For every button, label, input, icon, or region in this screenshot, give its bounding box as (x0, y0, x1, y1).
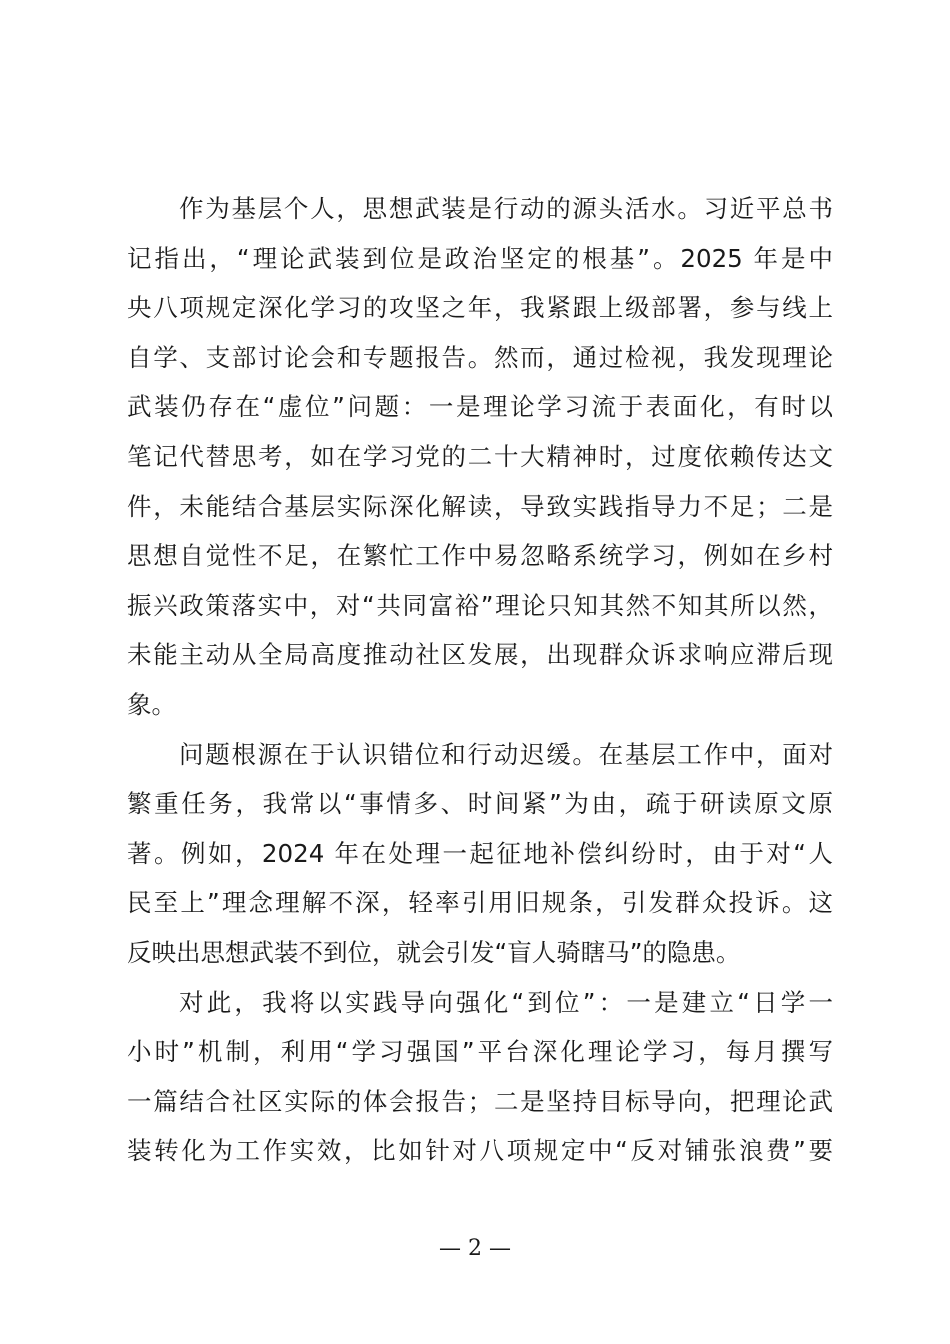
text-line: 自学、支部讨论会和专题报告。然而，通过检视，我发现理论 (127, 342, 833, 372)
page-number: — 2 — (439, 1236, 511, 1261)
text-line: 反映出思想武装不到位，就会引发“盲人骑瞎马”的隐患。 (127, 937, 741, 967)
text-line: 武装仍存在“虚位”问题：一是理论学习流于表面化，有时以 (127, 392, 833, 422)
text-line: 笔记代替思考，如在学习党的二十大精神时，过度依赖传达文 (127, 441, 833, 471)
text-line: 对此，我将以实践导向强化“到位”：一是建立“日学一 (179, 987, 833, 1017)
text-line: 作为基层个人，思想武装是行动的源头活水。习近平总书 (179, 194, 833, 223)
text-line: 思想自觉性不足，在繁忙工作中易忽略系统学习，例如在乡村 (127, 541, 833, 571)
text-line: 小时”机制，利用“学习强国”平台深化理论学习，每月撰写 (127, 1037, 833, 1067)
text-line: 著。例如，2024 年在处理一起征地补偿纠纷时，由于对“人 (127, 838, 833, 868)
paragraph (127, 730, 833, 978)
text-line: 央八项规定深化学习的攻坚之年，我紧跟上级部署，参与线上 (127, 293, 833, 323)
paragraph (127, 184, 833, 730)
text-line: 民至上”理念理解不深，轻率引用旧规条，引发群众投诉。这 (127, 888, 833, 918)
text-line: 问题根源在于认识错位和行动迟缓。在基层工作中，面对 (179, 739, 833, 769)
text-line: 象。 (127, 689, 176, 719)
text-line: 繁重任务，我常以“事情多、时间紧”为由，疏于研读原文原 (127, 789, 833, 819)
text-line: 未能主动从全局高度推动社区发展，出现群众诉求响应滞后现 (127, 640, 833, 670)
text-line: 装转化为工作实效，比如针对八项规定中“反对铺张浪费”要 (127, 1136, 833, 1166)
text-line: 记指出，“理论武装到位是政治坚定的根基”。2025 年是中 (127, 243, 833, 273)
text-line: 一篇结合社区实际的体会报告；二是坚持目标导向，把理论武 (127, 1086, 833, 1116)
text-line: 振兴政策落实中，对“共同富裕”理论只知其然不知其所以然， (127, 590, 833, 620)
document-body (127, 184, 833, 1176)
text-line: 件，未能结合基层实际深化解读，导致实践指导力不足；二是 (127, 491, 833, 521)
paragraph (127, 978, 833, 1176)
